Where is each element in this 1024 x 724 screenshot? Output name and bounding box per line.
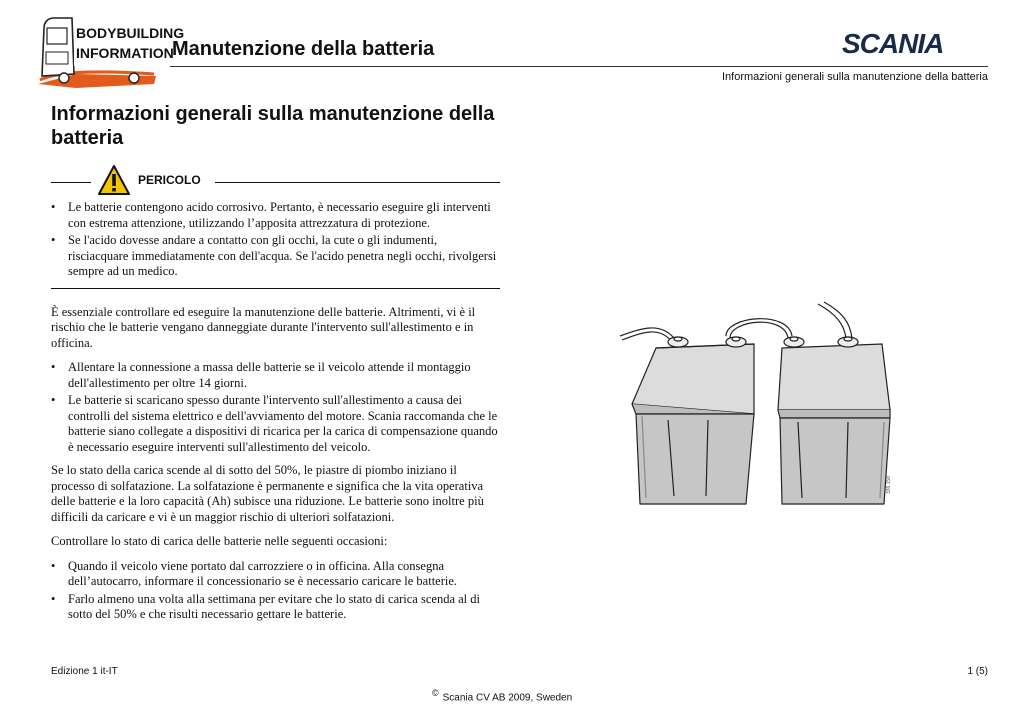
logo-text-line2: INFORMATION — [76, 45, 174, 61]
footer-page-number: 1 (5) — [967, 666, 988, 677]
warning-triangle-icon — [97, 164, 131, 196]
header-title: Manutenzione della batteria — [172, 38, 435, 60]
footer-edition: Edizione 1 it-IT — [51, 666, 118, 677]
list-item: • Quando il veicolo viene portato dal carrozziere o in officina. Alla consegna dell’autocarro, informare il concessionario se è necessario caricare le batterie. — [51, 559, 500, 590]
footer-copyright — [432, 688, 572, 703]
danger-item: • Se l'acido dovesse andare a contatto con gli occhi, la cute o gli indumenti, risciacquare immediatamente con dell'acqua. Se l'acido penetra negli occhi, rivolgersi sempre ad un medico. — [51, 233, 500, 280]
list-item: • Farlo almeno una volta alla settimana per evitare che lo stato di carica scenda al di sotto del 50% e che risulti necessario gettare le batterie. — [51, 592, 500, 623]
maintenance-list — [51, 360, 500, 455]
danger-item: • Le batterie contengono acido corrosivo. Pertanto, è necessario eseguire gli interventi con estrema attenzione, utilizzando l’apposita attrezzatura di protezione. — [51, 200, 500, 231]
danger-rule-left — [51, 182, 91, 183]
danger-list — [51, 200, 500, 280]
danger-label: PERICOLO — [138, 173, 201, 187]
list-item: • Allentare la connessione a massa delle batterie se il veicolo attende il montaggio dell'allestimento per oltre 14 giorni. — [51, 360, 500, 391]
check-list — [51, 559, 500, 623]
danger-end-rule — [51, 288, 500, 289]
copyright-text: Scania CV AB 2009, Sweden — [442, 692, 573, 704]
danger-rule-right — [215, 182, 500, 183]
danger-header — [51, 164, 500, 196]
header-divider — [170, 66, 988, 67]
document-title: Informazioni generali sulla manutenzione della batteria — [51, 103, 495, 149]
check-intro-paragraph: Controllare lo stato di carica delle batterie nelle seguenti occasioni: — [51, 534, 388, 548]
logo-text-line1: BODYBUILDING — [76, 25, 185, 41]
bodybuilding-information-logo — [36, 14, 185, 90]
batteries-illustration — [612, 298, 904, 512]
document-body — [51, 200, 500, 625]
copyright-symbol: © — [432, 688, 439, 698]
scania-brand-logo: SCANIA — [842, 28, 944, 59]
intro-paragraph: È essenziale controllare ed eseguire la manutenzione delle batterie. Altrimenti, vi è il rischio che le batterie vengano danneggiate durante l'intervento sull'allestimento e in officina. — [51, 304, 476, 350]
illustration-code: 336 158 — [886, 475, 892, 494]
header-subtitle: Informazioni generali sulla manutenzione della batteria — [722, 71, 988, 83]
sulfation-paragraph: Se lo stato della carica scende al di sotto del 50%, le piastre di piombo iniziano il processo di solfatazione. La solfatazione è permanente e significa che la vita operativa delle batterie e la loro capacità (Ah) subisce una riduzione. Le batterie sono inoltre più difficili da caricare e vi è un maggior rischio di ulteriori solfatazioni. — [51, 463, 484, 524]
list-item: • Le batterie si scaricano spesso durante l'intervento sull'allestimento a causa dei controlli del sistema elettrico e dell'avviamento del motore. Scania raccomanda che le batterie siano collegate a dispositivi di ricarica per la carica di compensazione quando è necessario eseguire interventi sull'allestimento del veicolo. — [51, 393, 500, 455]
